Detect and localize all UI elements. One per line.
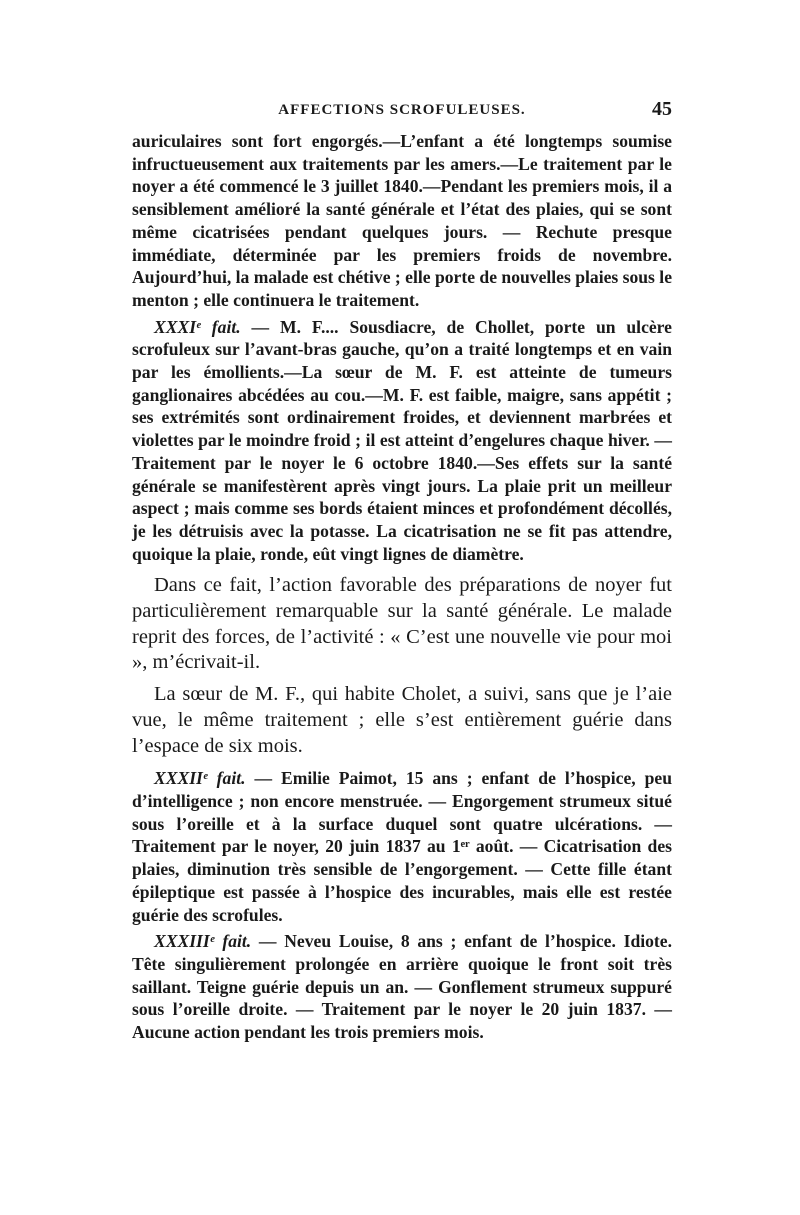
paragraph-text: — Emilie Paimot, 15 ans ; enfant de l’hospice, peu d’intelligence ; non encore menstruée. — Engorgement strumeux situé sous l’oreille et à la surface duquel sont quatre ulcérations. — Traitement par le noyer, 20 juin 1837 au 1ᵉʳ août. — Cicatrisation des plaies, diminution très sensible de l’engorgement. — Cette fille étant épileptique est passée à l’hospice des incurables, mais elle est restée guérie des scrofules. bbox=[132, 768, 672, 925]
case-label: XXXIᵉ fait. bbox=[154, 316, 241, 337]
paragraph-continuation bbox=[132, 130, 672, 312]
body-text bbox=[132, 130, 672, 1044]
running-title: AFFECTIONS SCROFULEUSES. bbox=[278, 102, 526, 118]
page-header bbox=[132, 98, 672, 124]
case-label: XXXIIIᵉ fait. bbox=[154, 931, 252, 952]
paragraph-text: Dans ce fait, l’action favorable des préparations de noyer fut particulièrement remarquable sur la santé générale. Le malade reprit des forces, de l’activité : « C’est une nouvelle vie pour moi », m’écrivait-il. bbox=[132, 574, 672, 674]
case-label: XXXIIᵉ fait. bbox=[154, 768, 246, 789]
paragraph-text: — M. F.... Sousdiacre, de Chollet, porte un ulcère scrofuleux sur l’avant-bras gauche, qu’on a traité longtemps et en vain par les émollients.—La sœur de M. F. est atteinte de tumeurs ganglionaires abcédées au cou.—M. F. est faible, maigre, sans appétit ; ses extrémités sont ordinairement froides, et deviennent marbrées et violettes par le moindre froid ; il est atteint d’engelures chaque hiver. — Traitement par le noyer le 6 octobre 1840.—Ses effets sur la santé générale se manifestèrent après vingt jours. La plaie prit un meilleur aspect ; mais comme ses bords étaient minces et profondément décollés, je les détruisis avec la potasse. La cicatrisation ne se fit pas attendre, quoique la plaie, ronde, eût vingt lignes de diamètre. bbox=[132, 316, 672, 564]
page-number: 45 bbox=[652, 98, 672, 120]
case-32-paragraph bbox=[132, 767, 672, 926]
case-33-paragraph bbox=[132, 930, 672, 1044]
paragraph-text: La sœur de M. F., qui habite Cholet, a suivi, sans que je l’aie vue, le même traitement ; elle s’est entièrement guérie dans l’espace de six mois. bbox=[132, 683, 672, 757]
commentary-paragraph bbox=[132, 573, 672, 676]
case-31-paragraph bbox=[132, 316, 672, 566]
paragraph-text: auriculaires sont fort engorgés.—L’enfant a été longtemps soumise infructueusement aux traitements par les amers.—Le traitement par le noyer a été commencé le 3 juillet 1840.—Pendant les premiers mois, il a sensiblement amélioré la santé générale et l’état des plaies, qui se sont même cicatrisées pendant quelques jours. — Rechute presque immédiate, déterminée par les premiers froids de novembre. Aujourd’hui, la malade est chétive ; elle porte de nouvelles plaies sous le menton ; elle continuera le traitement. bbox=[132, 131, 673, 310]
paragraph-text: — Neveu Louise, 8 ans ; enfant de l’hospice. Idiote. Tête singulièrement prolongée en arrière quoique le front soit très saillant. Teigne guérie depuis un an. — Gonflement strumeux suppuré sous l’oreille droite. — Traitement par le noyer le 20 juin 1837. — Aucune action pendant les trois premiers mois. bbox=[132, 931, 672, 1043]
sister-paragraph bbox=[132, 682, 672, 759]
